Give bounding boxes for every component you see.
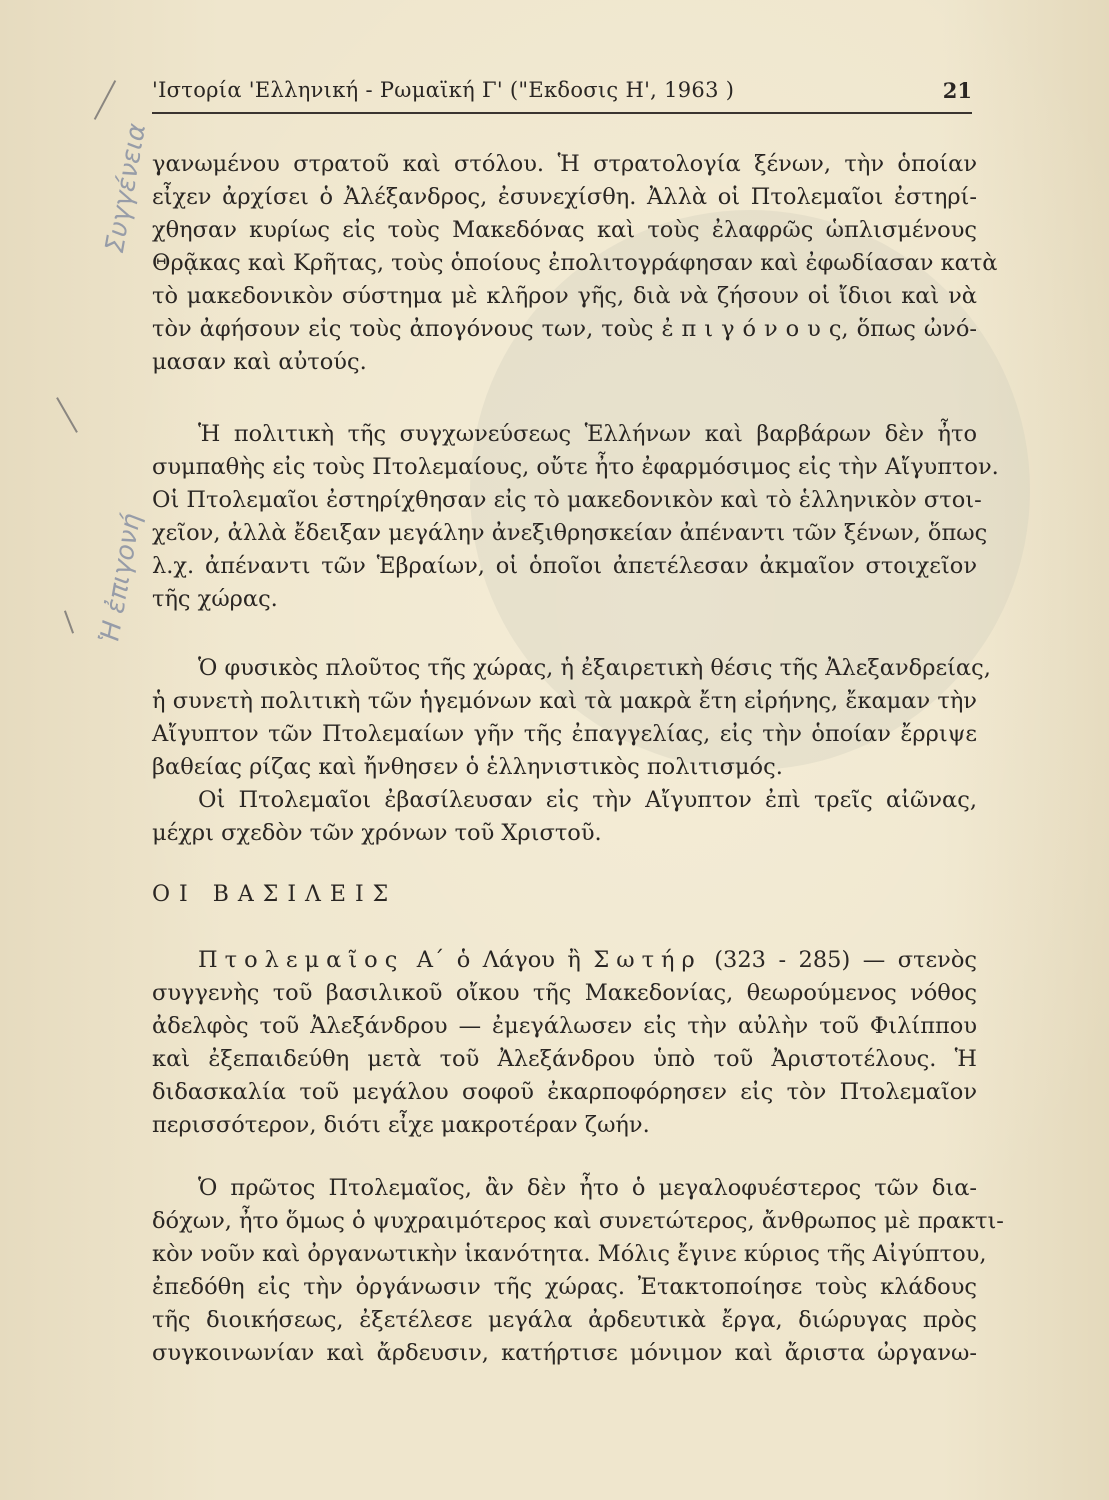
text-line: συγκοινωνίαν καὶ ἄρδευσιν, κατήρτισε μόνιμον καὶ ἄριστα ὠργανω- — [152, 1340, 977, 1366]
text-line: χθησαν κυρίως εἰς τοὺς Μακεδόνας καὶ τοὺς ἐλαφρῶς ὡπλισμένους — [152, 217, 977, 243]
margin-pencil-mark — [56, 397, 78, 433]
text-line: εἶχεν ἀρχίσει ὁ Ἀλέξανδρος, ἐσυνεχίσθη. Ἀλλὰ οἱ Πτολεμαῖοι ἐστηρί- — [152, 184, 977, 210]
text-line: διδασκαλία τοῦ μεγάλου σοφοῦ ἐκαρποφόρησεν εἰς τὸν Πτολεμαῖον — [152, 1079, 977, 1105]
header-title: 'Ιστορία 'Ελληνική - Ρωμαϊκή Γ' ("Εκδοσις Η', 1963 ) — [152, 78, 735, 102]
text-line: περισσότερον, διότι εἶχε μακροτέραν ζωήν. — [152, 1112, 650, 1138]
text-line: μέχρι σχεδὸν τῶν χρόνων τοῦ Χριστοῦ. — [152, 820, 602, 846]
text-fragment: Α΄ ὁ Λάγου ἢ — [404, 947, 594, 973]
paragraph — [152, 418, 999, 616]
text-line: καὶ ἐξεπαιδεύθη μετὰ τοῦ Ἀλεξάνδρου ὑπὸ τοῦ Ἀριστοτέλους. Ἡ — [152, 1046, 977, 1072]
text-line: δόχων, ἦτο ὅμως ὁ ψυχραιμότερος καὶ συνετώτερος, ἄνθρωπος μὲ πρακτι- — [152, 1208, 1004, 1234]
text-line: γανωμένου στρατοῦ καὶ στόλου. Ἡ στρατολογία ξένων, τὴν ὁποίαν — [152, 151, 977, 177]
text-line: Ὁ πρῶτος Πτολεμαῖος, ἂν δὲν ἦτο ὁ μεγαλοφυέστερος τῶν δια- — [198, 1175, 977, 1201]
text-line: τὸν ἀφήσουν εἰς τοὺς ἀπογόνους των, τοὺς ἐ π ι γ ό ν ο υ ς, ὅπως ὠνό- — [152, 316, 977, 342]
text-line: ἡ συνετὴ πολιτικὴ τῶν ἡγεμόνων καὶ τὰ μακρὰ ἔτη εἰρήνης, ἔκαμαν τὴν — [152, 688, 977, 714]
text-line: βαθείας ρίζας καὶ ἤνθησεν ὁ ἑλληνιστικὸς πολιτισμός. — [152, 754, 783, 780]
ruler-name: Πτολεμαῖος — [198, 947, 405, 973]
paragraph — [152, 148, 998, 379]
page-number: 21 — [942, 78, 972, 103]
section-heading: ΟΙ ΒΑΣΙΛΕΙΣ — [152, 882, 398, 907]
text-line: Θρᾷκας καὶ Κρῆτας, τοὺς ὁποίους ἐπολιτογράφησαν καὶ ἐφωδίασαν κατὰ — [152, 250, 998, 276]
margin-pencil-mark — [94, 80, 116, 120]
text-line — [152, 944, 977, 977]
margin-pencil-mark — [64, 610, 74, 633]
text-line: συμπαθὴς εἰς τοὺς Πτολεμαίους, οὔτε ἦτο ἐφαρμόσιμος εἰς τὴν Αἴγυπτον. — [152, 454, 999, 480]
paragraph — [152, 944, 977, 1142]
text-line: τὸ μακεδονικὸν σύστημα μὲ κλῆρον γῆς, διὰ νὰ ζήσουν οἱ ἴδιοι καὶ νὰ — [152, 283, 977, 309]
text-line: Ἡ πολιτικὴ τῆς συγχωνεύσεως Ἑλλήνων καὶ βαρβάρων δὲν ἦτο — [198, 421, 977, 447]
text-line: λ.χ. ἀπέναντι τῶν Ἑβραίων, οἱ ὁποῖοι ἀπετέλεσαν ἀκμαῖον στοιχεῖον — [152, 553, 977, 579]
margin-handwritten-note: Ἡ ἐπιγονή — [95, 511, 148, 646]
ruler-epithet: Σωτήρ — [593, 947, 702, 973]
text-line: Οἱ Πτολεμαῖοι ἐστηρίχθησαν εἰς τὸ μακεδονικὸν καὶ τὸ ἑλληνικὸν στοι- — [152, 487, 982, 513]
text-fragment: (323 - 285) — στενὸς — [701, 947, 977, 973]
text-line: ἐπεδόθη εἰς τὴν ὀργάνωσιν τῆς χώρας. Ἐτακτοποίησε τοὺς κλάδους — [152, 1274, 977, 1300]
paragraph — [152, 652, 991, 850]
running-header — [152, 78, 972, 114]
text-line: τῆς διοικήσεως, ἐξετέλεσε μεγάλα ἀρδευτικὰ ἔργα, διώρυγας πρὸς — [152, 1307, 977, 1333]
text-line: συγγενὴς τοῦ βασιλικοῦ οἴκου τῆς Μακεδονίας, θεωρούμενος νόθος — [152, 980, 977, 1006]
paragraph — [152, 1172, 1004, 1370]
text-line: μασαν καὶ αὐτούς. — [152, 349, 367, 375]
margin-handwritten-note: Συγγένεια — [100, 121, 153, 256]
text-line: Ὁ φυσικὸς πλοῦτος τῆς χώρας, ἡ ἐξαιρετικὴ θέσις τῆς Ἀλεξανδρείας, — [198, 655, 991, 681]
text-line: χεῖον, ἀλλὰ ἔδειξαν μεγάλην ἀνεξιθρησκείαν ἀπέναντι τῶν ξένων, ὅπως — [152, 520, 988, 546]
text-line: Αἴγυπτον τῶν Πτολεμαίων γῆν τῆς ἐπαγγελίας, εἰς τὴν ὁποίαν ἔρριψε — [152, 721, 977, 747]
text-line: κὸν νοῦν καὶ ὀργανωτικὴν ἱκανότητα. Μόλις ἔγινε κύριος τῆς Αἰγύπτου, — [152, 1241, 987, 1267]
text-line: τῆς χώρας. — [152, 586, 278, 612]
text-line: Οἱ Πτολεμαῖοι ἐβασίλευσαν εἰς τὴν Αἴγυπτον ἐπὶ τρεῖς αἰῶνας, — [198, 787, 977, 813]
text-line: ἀδελφὸς τοῦ Ἀλεξάνδρου — ἐμεγάλωσεν εἰς τὴν αὐλὴν τοῦ Φιλίππου — [152, 1013, 977, 1039]
